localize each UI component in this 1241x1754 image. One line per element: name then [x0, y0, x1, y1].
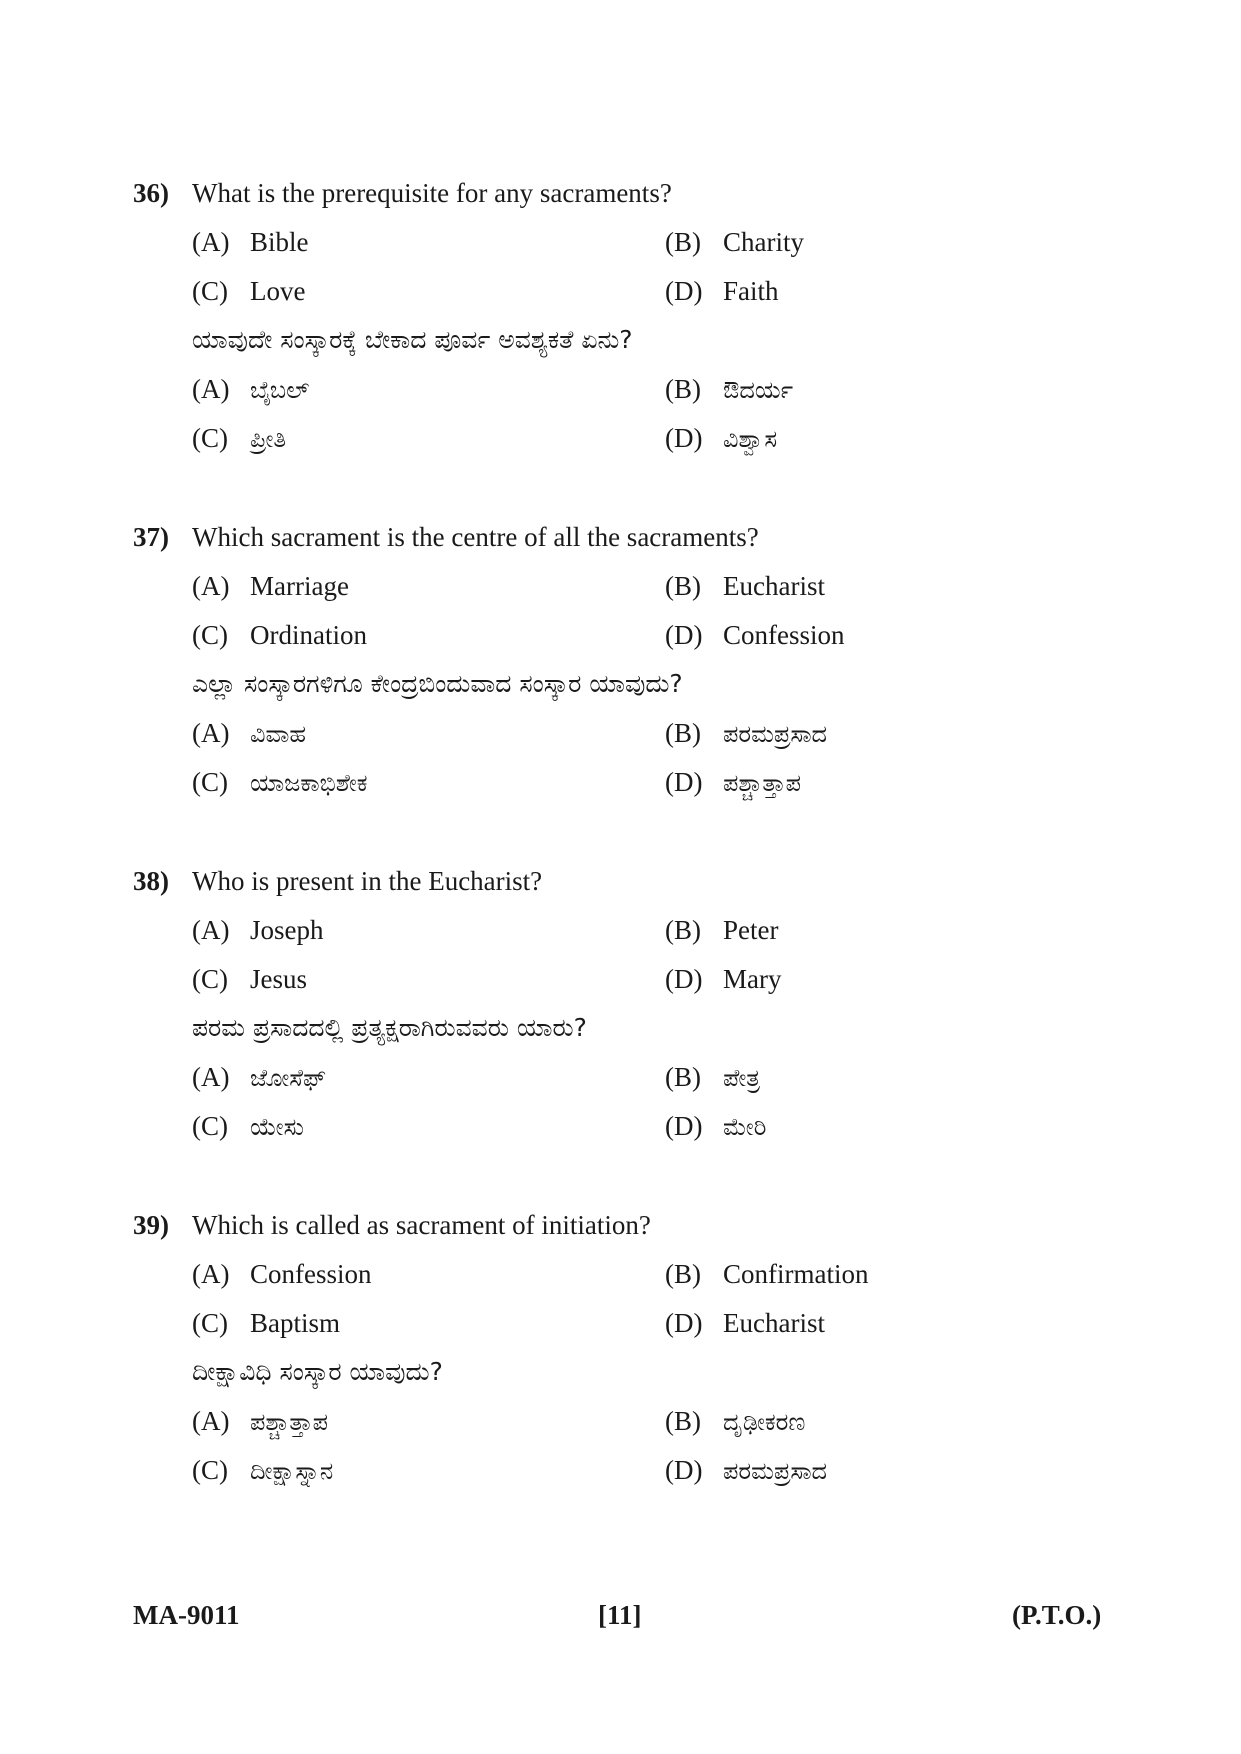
- question-text: What is the prerequisite for any sacraments?: [192, 178, 672, 208]
- question-number: 38): [133, 866, 169, 896]
- footer-pto: (P.T.O.): [1012, 1600, 1102, 1630]
- option-c: (C) Jesus: [192, 964, 308, 994]
- question-text: Who is present in the Eucharist?: [192, 866, 543, 896]
- option-d: (D) Eucharist: [665, 1308, 825, 1338]
- kannada-option-a: (A) ವಿವಾಹ: [192, 718, 306, 748]
- question-text-kannada: ಯಾವುದೇ ಸಂಸ್ಕಾರಕ್ಕೆ ಬೇಕಾದ ಪೂರ್ವ ಅವಶ್ಯಕತೆ ಏನು?: [192, 325, 633, 354]
- question-text: Which is called as sacrament of initiation?: [192, 1210, 651, 1240]
- option-d: (D) Confession: [665, 620, 845, 650]
- kannada-option-c: (C) ಯಾಜಕಾಭಿಶೇಕ: [192, 767, 368, 797]
- option-b: (B) Charity: [665, 227, 804, 257]
- question-line: [133, 866, 542, 897]
- question-line: [133, 522, 759, 553]
- option-a: (A) Marriage: [192, 571, 349, 601]
- option-b: (B) Peter: [665, 915, 779, 945]
- kannada-option-a: (A) ಜೋಸೆಫ್: [192, 1062, 327, 1092]
- option-a: (A) Confession: [192, 1259, 372, 1289]
- option-d: (D) Faith: [665, 276, 779, 306]
- option-c: (C) Love: [192, 276, 306, 306]
- kannada-option-b: (B) ಪರಮಪ್ರಸಾದ: [665, 718, 828, 748]
- question-text-kannada: ದೀಕ್ಷಾವಿಧಿ ಸಂಸ್ಕಾರ ಯಾವುದು?: [192, 1357, 443, 1386]
- kannada-option-b: (B) ಔದರ್ಯ: [665, 374, 794, 404]
- question-line: [133, 1210, 651, 1241]
- option-a: (A) Bible: [192, 227, 309, 257]
- option-a: (A) Joseph: [192, 915, 324, 945]
- option-c: (C) Baptism: [192, 1308, 341, 1338]
- page-number: [11]: [598, 1600, 642, 1630]
- question-line: [133, 178, 672, 209]
- kannada-option-d: (D) ಮೇರಿ: [665, 1111, 767, 1141]
- question-text: Which sacrament is the centre of all the sacraments?: [192, 522, 759, 552]
- question-number: 37): [133, 522, 169, 552]
- footer-code: MA-9011: [133, 1600, 240, 1630]
- option-b: (B) Confirmation: [665, 1259, 869, 1289]
- kannada-option-b: (B) ದೃಢೀಕರಣ: [665, 1406, 806, 1436]
- kannada-option-b: (B) ಪೇತ್ರ: [665, 1062, 760, 1092]
- question-text-kannada: ಎಲ್ಲಾ ಸಂಸ್ಕಾರಗಳಿಗೂ ಕೇಂದ್ರಬಿಂದುವಾದ ಸಂಸ್ಕಾರ ಯಾವುದು?: [192, 669, 683, 698]
- kannada-option-d: (D) ಪರಮಪ್ರಸಾದ: [665, 1455, 828, 1485]
- kannada-option-d: (D) ವಿಶ್ವಾಸ: [665, 423, 778, 453]
- kannada-option-c: (C) ಪ್ರೀತಿ: [192, 423, 287, 453]
- question-number: 36): [133, 178, 169, 208]
- option-c: (C) Ordination: [192, 620, 367, 650]
- kannada-option-a: (A) ಪಶ್ಚಾತ್ತಾಪ: [192, 1406, 328, 1436]
- question-number: 39): [133, 1210, 169, 1240]
- option-d: (D) Mary: [665, 964, 782, 994]
- option-b: (B) Eucharist: [665, 571, 825, 601]
- kannada-option-d: (D) ಪಶ್ಚಾತ್ತಾಪ: [665, 767, 801, 797]
- kannada-option-a: (A) ಬೈಬಲ್: [192, 374, 310, 404]
- kannada-option-c: (C) ದೀಕ್ಷಾಸ್ನಾನ: [192, 1455, 334, 1485]
- kannada-option-c: (C) ಯೇಸು: [192, 1111, 304, 1141]
- question-text-kannada: ಪರಮ ಪ್ರಸಾದದಲ್ಲಿ ಪ್ರತ್ಯಕ್ಷರಾಗಿರುವವರು ಯಾರು?: [192, 1013, 587, 1042]
